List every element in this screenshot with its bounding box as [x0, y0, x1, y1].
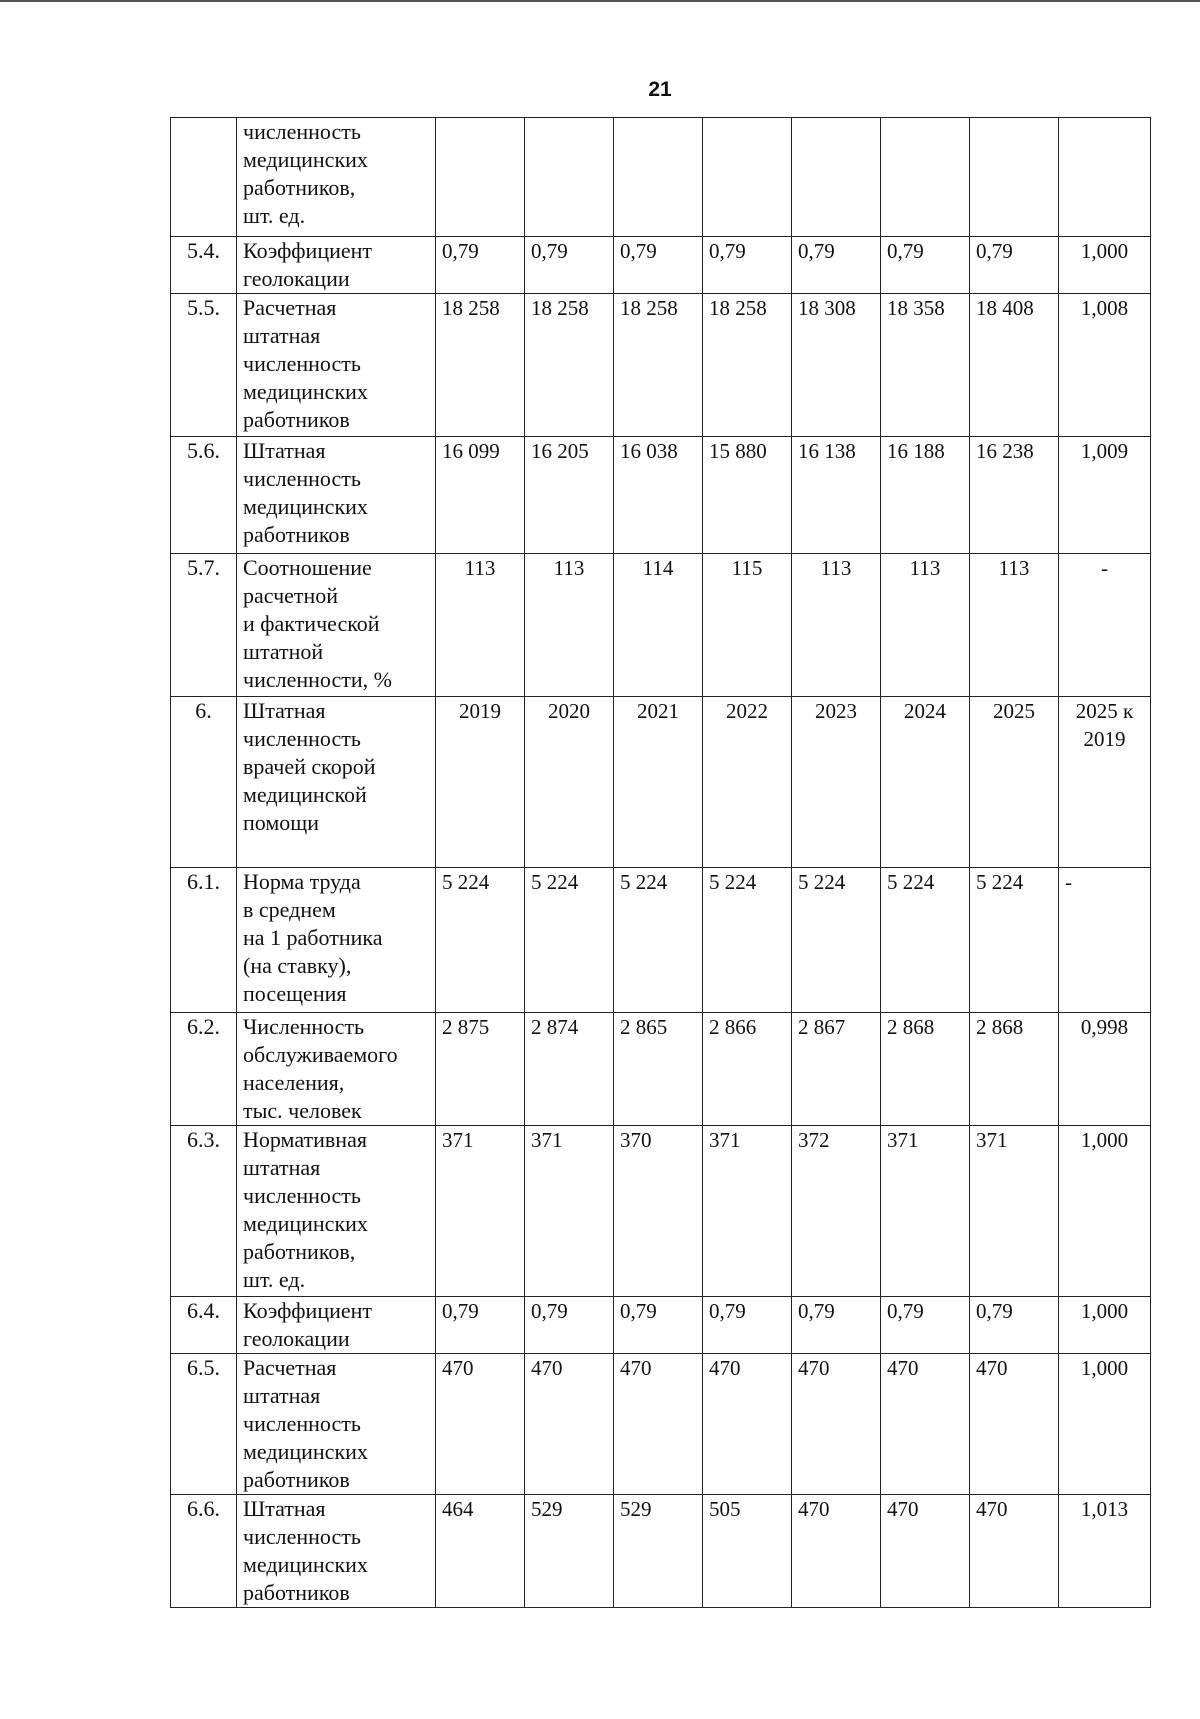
year-value-cell	[970, 118, 1059, 237]
year-value-cell: 0,79	[436, 1297, 525, 1354]
year-value-cell: 5 224	[436, 868, 525, 1013]
year-value-cell: 0,79	[792, 1297, 881, 1354]
year-value-cell: 115	[703, 554, 792, 697]
row-label: Коэффициент геолокации	[237, 237, 436, 294]
year-value-cell: 0,79	[703, 1297, 792, 1354]
row-label: Расчетная штатная численность медицинских работников	[237, 294, 436, 437]
ratio-cell: 1,000	[1059, 237, 1151, 294]
year-value-cell: 113	[436, 554, 525, 697]
year-value-cell: 2 865	[614, 1013, 703, 1126]
year-value-cell: 18 258	[525, 294, 614, 437]
year-value-cell: 470	[970, 1495, 1059, 1608]
ratio-cell: -	[1059, 554, 1151, 697]
year-value-cell: 5 224	[970, 868, 1059, 1013]
table-row	[171, 437, 1151, 554]
year-value-cell	[792, 118, 881, 237]
year-value-cell: 2 874	[525, 1013, 614, 1126]
year-value-cell: 113	[792, 554, 881, 697]
row-number: 5.4.	[171, 237, 237, 294]
table-row	[171, 554, 1151, 697]
year-value-cell: 2 867	[792, 1013, 881, 1126]
row-number	[171, 118, 237, 237]
ratio-cell: -	[1059, 868, 1151, 1013]
year-value-cell: 5 224	[525, 868, 614, 1013]
year-value-cell: 0,79	[614, 237, 703, 294]
year-value-cell: 5 224	[881, 868, 970, 1013]
year-value-cell: 114	[614, 554, 703, 697]
year-value-cell: 371	[970, 1126, 1059, 1297]
row-number: 6.6.	[171, 1495, 237, 1608]
year-value-cell: 470	[970, 1354, 1059, 1495]
year-value-cell: 0,79	[703, 237, 792, 294]
year-value-cell: 0,79	[881, 237, 970, 294]
year-value-cell: 113	[525, 554, 614, 697]
row-number: 6.1.	[171, 868, 237, 1013]
year-value-cell: 0,79	[970, 237, 1059, 294]
year-value-cell: 16 138	[792, 437, 881, 554]
row-number: 6.5.	[171, 1354, 237, 1495]
year-value-cell: 371	[436, 1126, 525, 1297]
year-value-cell: 2 866	[703, 1013, 792, 1126]
year-value-cell: 470	[703, 1354, 792, 1495]
year-value-cell: 16 205	[525, 437, 614, 554]
year-value-cell: 371	[703, 1126, 792, 1297]
year-value-cell: 2 868	[881, 1013, 970, 1126]
year-value-cell: 371	[881, 1126, 970, 1297]
ratio-cell: 2025 к 2019	[1059, 697, 1151, 868]
year-value-cell: 2 875	[436, 1013, 525, 1126]
row-label: Соотношение расчетной и фактической штатной численности, %	[237, 554, 436, 697]
table-row	[171, 1495, 1151, 1608]
year-value-cell: 18 358	[881, 294, 970, 437]
year-value-cell: 529	[614, 1495, 703, 1608]
row-number: 5.5.	[171, 294, 237, 437]
year-value-cell: 370	[614, 1126, 703, 1297]
year-value-cell: 0,79	[614, 1297, 703, 1354]
table-row	[171, 237, 1151, 294]
year-value-cell: 470	[881, 1495, 970, 1608]
ratio-cell: 1,000	[1059, 1297, 1151, 1354]
year-value-cell: 505	[703, 1495, 792, 1608]
ratio-cell: 1,000	[1059, 1126, 1151, 1297]
year-value-cell: 2019	[436, 697, 525, 868]
row-number: 5.7.	[171, 554, 237, 697]
row-number: 6.3.	[171, 1126, 237, 1297]
year-value-cell: 2 868	[970, 1013, 1059, 1126]
ratio-cell: 0,998	[1059, 1013, 1151, 1126]
table-row	[171, 697, 1151, 868]
year-value-cell: 113	[970, 554, 1059, 697]
table-row	[171, 1013, 1151, 1126]
year-value-cell: 0,79	[436, 237, 525, 294]
year-value-cell: 470	[436, 1354, 525, 1495]
year-value-cell: 0,79	[792, 237, 881, 294]
year-value-cell: 470	[792, 1354, 881, 1495]
year-value-cell: 16 099	[436, 437, 525, 554]
year-value-cell: 5 224	[703, 868, 792, 1013]
year-value-cell: 371	[525, 1126, 614, 1297]
row-number: 6.4.	[171, 1297, 237, 1354]
year-value-cell	[614, 118, 703, 237]
year-value-cell: 470	[792, 1495, 881, 1608]
year-value-cell: 2022	[703, 697, 792, 868]
year-value-cell: 529	[525, 1495, 614, 1608]
year-value-cell: 2020	[525, 697, 614, 868]
ratio-cell: 1,013	[1059, 1495, 1151, 1608]
year-value-cell: 18 258	[614, 294, 703, 437]
row-number: 6.	[171, 697, 237, 868]
year-value-cell: 2021	[614, 697, 703, 868]
row-label: Нормативная штатная численность медицинских работников, шт. ед.	[237, 1126, 436, 1297]
year-value-cell: 464	[436, 1495, 525, 1608]
year-value-cell	[525, 118, 614, 237]
year-value-cell: 5 224	[792, 868, 881, 1013]
year-value-cell: 470	[525, 1354, 614, 1495]
table-row	[171, 1297, 1151, 1354]
year-value-cell	[881, 118, 970, 237]
year-value-cell: 470	[881, 1354, 970, 1495]
year-value-cell: 0,79	[970, 1297, 1059, 1354]
year-value-cell: 18 258	[436, 294, 525, 437]
ratio-cell: 1,008	[1059, 294, 1151, 437]
ratio-cell	[1059, 118, 1151, 237]
year-value-cell: 0,79	[525, 1297, 614, 1354]
row-number: 6.2.	[171, 1013, 237, 1126]
year-value-cell: 18 258	[703, 294, 792, 437]
row-label: Штатная численность врачей скорой медицинской помощи	[237, 697, 436, 868]
year-value-cell: 16 188	[881, 437, 970, 554]
year-value-cell: 470	[614, 1354, 703, 1495]
row-label: Численность обслуживаемого населения, тыс. человек	[237, 1013, 436, 1126]
year-value-cell: 15 880	[703, 437, 792, 554]
table-row	[171, 294, 1151, 437]
table-row	[171, 1354, 1151, 1495]
year-value-cell	[436, 118, 525, 237]
year-value-cell	[703, 118, 792, 237]
data-table	[170, 117, 1151, 1608]
year-value-cell: 16 038	[614, 437, 703, 554]
year-value-cell: 0,79	[881, 1297, 970, 1354]
year-value-cell: 113	[881, 554, 970, 697]
ratio-cell: 1,000	[1059, 1354, 1151, 1495]
year-value-cell: 2025	[970, 697, 1059, 868]
row-label: Штатная численность медицинских работников	[237, 1495, 436, 1608]
row-label: численность медицинских работников, шт. ед.	[237, 118, 436, 237]
year-value-cell: 18 308	[792, 294, 881, 437]
year-value-cell: 16 238	[970, 437, 1059, 554]
ratio-cell: 1,009	[1059, 437, 1151, 554]
year-value-cell: 5 224	[614, 868, 703, 1013]
year-value-cell: 2024	[881, 697, 970, 868]
year-value-cell: 18 408	[970, 294, 1059, 437]
row-number: 5.6.	[171, 437, 237, 554]
row-label: Расчетная штатная численность медицинских работников	[237, 1354, 436, 1495]
page-number: 21	[648, 78, 672, 101]
table-row	[171, 868, 1151, 1013]
year-value-cell: 0,79	[525, 237, 614, 294]
row-label: Норма труда в среднем на 1 работника (на ставку), посещения	[237, 868, 436, 1013]
row-label: Коэффициент геолокации	[237, 1297, 436, 1354]
table-row	[171, 118, 1151, 237]
scan-edge	[0, 0, 1200, 2]
year-value-cell: 372	[792, 1126, 881, 1297]
row-label: Штатная численность медицинских работников	[237, 437, 436, 554]
year-value-cell: 2023	[792, 697, 881, 868]
table-row	[171, 1126, 1151, 1297]
